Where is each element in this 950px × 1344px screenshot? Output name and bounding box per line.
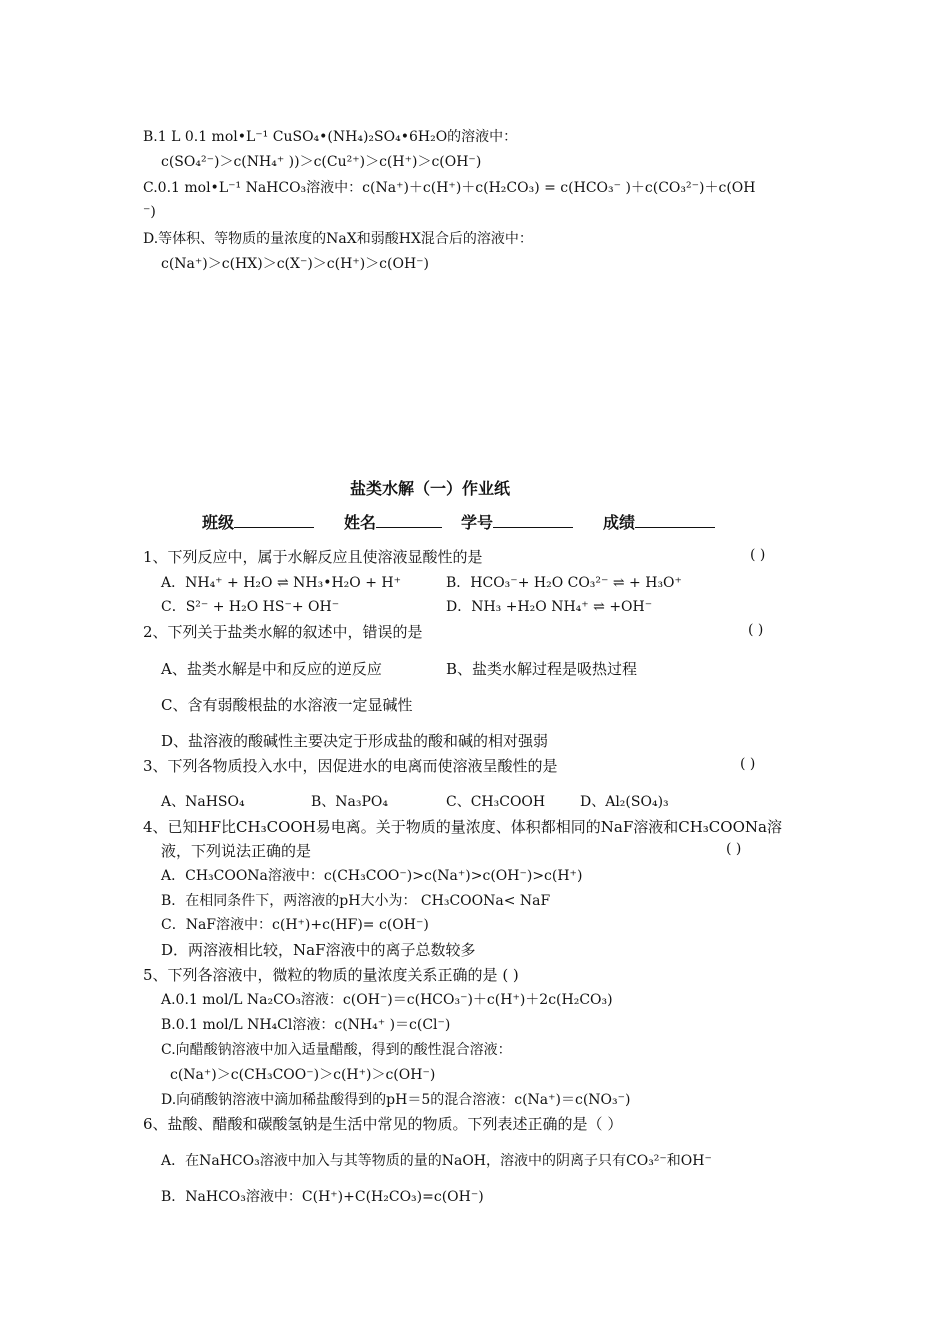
q5-option-d: D.向硝酸钠溶液中滴加稀盐酸得到的pH＝5的混合溶液：c(Na⁺)＝c(NO₃⁻) — [161, 1092, 631, 1108]
q1-option-c: C．S²⁻ + H₂O HS⁻+ OH⁻ — [161, 599, 340, 615]
student-id-blank — [493, 513, 573, 528]
q4-option-a: A．CH₃COONa溶液中：c(CH₃COO⁻)>c(Na⁺)>c(OH⁻)>c(H⁺) — [161, 868, 583, 884]
prev-option-b-line1: B.1 L 0.1 mol•L⁻¹ CuSO₄•(NH₄)₂SO₄•6H₂O的溶液中： — [143, 129, 518, 145]
q3-option-c: C、CH₃COOH — [446, 794, 546, 810]
score-blank — [635, 513, 715, 528]
q2-option-a: A、盐类水解是中和反应的逆反应 — [161, 660, 382, 678]
score-label: 成绩 — [603, 513, 636, 532]
q5-option-c-line2: c(Na⁺)＞c(CH₃COO⁻)＞c(H⁺)＞c(OH⁻) — [170, 1067, 436, 1083]
class-field — [202, 510, 314, 533]
q1-option-d: D．NH₃ +H₂O NH₄⁺ ⇌ +OH⁻ — [446, 599, 653, 615]
q1-answer-paren: ( ) — [750, 547, 766, 563]
q6-stem: 6、盐酸、醋酸和碳酸氢钠是生活中常见的物质。下列表述正确的是（ ） — [143, 1115, 623, 1133]
q2-option-b: B、盐类水解过程是吸热过程 — [446, 660, 638, 678]
q3-option-a: A、NaHSO₄ — [161, 794, 245, 810]
q2-answer-paren: ( ) — [748, 622, 764, 638]
q2-stem: 2、下列关于盐类水解的叙述中，错误的是 — [143, 623, 423, 641]
q6-option-b: B．NaHCO₃溶液中：C(H⁺)+C(H₂CO₃)=c(OH⁻) — [161, 1189, 484, 1205]
q5-stem: 5、下列各溶液中，微粒的物质的量浓度关系正确的是 ( ) — [143, 966, 519, 984]
q2-option-c: C、含有弱酸根盐的水溶液一定显碱性 — [161, 696, 413, 714]
prev-option-c-line1: C.0.1 mol•L⁻¹ NaHCO₃溶液中：c(Na⁺)＋c(H⁺)＋c(H₂CO₃) = c(HCO₃⁻ )＋c(CO₃²⁻)＋c(OH — [143, 180, 756, 196]
q4-answer-paren: ( ) — [726, 841, 742, 857]
class-blank — [234, 513, 314, 528]
q3-answer-paren: ( ) — [740, 756, 756, 772]
q1-option-a: A．NH₄⁺ + H₂O ⇌ NH₃•H₂O + H⁺ — [161, 575, 401, 591]
prev-option-c-line2: ⁻) — [143, 204, 156, 220]
score-field — [603, 510, 715, 533]
name-blank — [376, 513, 442, 528]
prev-option-b-line2: c(SO₄²⁻)＞c(NH₄⁺ ))＞c(Cu²⁺)＞c(H⁺)＞c(OH⁻) — [161, 154, 482, 170]
q5-option-a: A.0.1 mol/L Na₂CO₃溶液：c(OH⁻)＝c(HCO₃⁻)＋c(H⁺)＋2c(H₂CO₃) — [161, 992, 613, 1008]
name-label: 姓名 — [344, 513, 377, 532]
worksheet-title: 盐类水解（一）作业纸 — [349, 479, 510, 498]
prev-option-d-line1: D.等体积、等物质的量浓度的NaX和弱酸HX混合后的溶液中： — [143, 231, 533, 247]
student-id-label: 学号 — [461, 513, 494, 532]
class-label: 班级 — [202, 513, 235, 532]
q4-option-b: B．在相同条件下，两溶液的pH大小为： CH₃COONa< NaF — [161, 893, 551, 909]
q2-option-d: D、盐溶液的酸碱性主要决定于形成盐的酸和碱的相对强弱 — [161, 732, 549, 750]
q4-option-d: D．两溶液相比较，NaF溶液中的离子总数较多 — [161, 941, 476, 959]
q3-option-b: B、Na₃PO₄ — [311, 794, 389, 810]
q1-stem: 1、下列反应中，属于水解反应且使溶液显酸性的是 — [143, 548, 483, 566]
q4-stem-line1: 4、已知HF比CH₃COOH易电离。关于物质的量浓度、体积都相同的NaF溶液和CH₃COONa溶 — [143, 818, 782, 836]
q3-option-d: D、Al₂(SO₄)₃ — [580, 794, 669, 810]
q6-option-a: A．在NaHCO₃溶液中加入与其等物质的量的NaOH，溶液中的阴离子只有CO₃²⁻和OH⁻ — [161, 1153, 712, 1169]
prev-option-d-line2: c(Na⁺)＞c(HX)＞c(X⁻)＞c(H⁺)＞c(OH⁻) — [161, 256, 430, 272]
q1-option-b: B．HCO₃⁻+ H₂O CO₃²⁻ ⇌ + H₃O⁺ — [446, 575, 682, 591]
student-id-field — [461, 510, 573, 533]
q4-option-c: C．NaF溶液中：c(H⁺)+c(HF)= c(OH⁻) — [161, 917, 429, 933]
q3-stem: 3、下列各物质投入水中，因促进水的电离而使溶液呈酸性的是 — [143, 757, 558, 775]
q4-stem-line2: 液，下列说法正确的是 — [161, 842, 312, 860]
q5-option-c-line1: C.向醋酸钠溶液中加入适量醋酸，得到的酸性混合溶液： — [161, 1042, 512, 1058]
q5-option-b: B.0.1 mol/L NH₄Cl溶液：c(NH₄⁺ )＝c(Cl⁻) — [161, 1017, 451, 1033]
name-field — [344, 510, 442, 533]
